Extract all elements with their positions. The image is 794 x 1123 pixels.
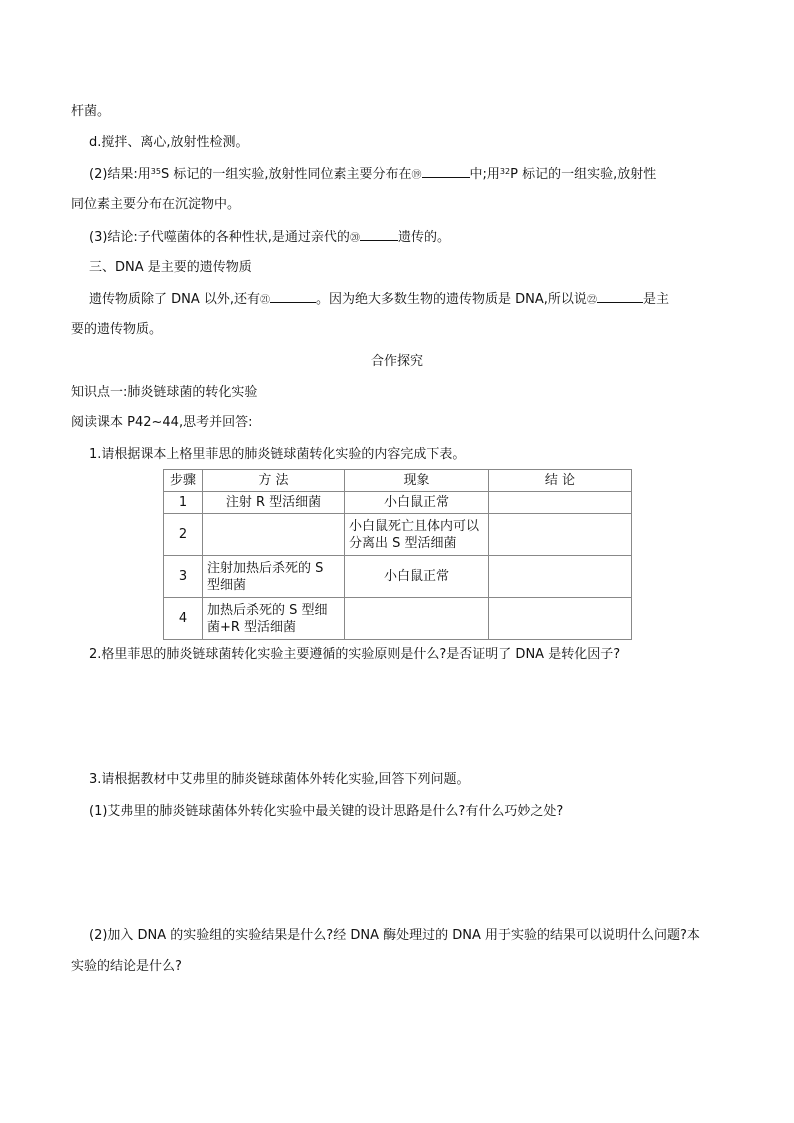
table-cell-conclusion[interactable] bbox=[489, 598, 632, 640]
table-cell-conclusion[interactable] bbox=[489, 514, 632, 556]
table-header-row bbox=[164, 470, 632, 492]
question-2: 2.格里菲思的肺炎链球菌转化实验主要遵循的实验原则是什么?是否证明了 DNA 是转化因子? bbox=[89, 647, 621, 662]
blank-number: ⑳ bbox=[349, 233, 360, 244]
answer-blank[interactable] bbox=[360, 228, 398, 241]
table-row bbox=[164, 598, 632, 640]
text: P 标记的一组实验,放射性 bbox=[510, 167, 657, 182]
text-line: 同位素主要分布在沉淀物中。 bbox=[71, 197, 241, 212]
text-line: 杆菌。 bbox=[71, 104, 111, 119]
text: 。因为绝大多数生物的遗传物质是 DNA,所以说 bbox=[316, 292, 587, 307]
text: (3)结论:子代噬菌体的各种性状,是通过亲代的 bbox=[89, 230, 350, 245]
text: 是主 bbox=[642, 292, 669, 307]
table-cell-method[interactable] bbox=[203, 514, 345, 556]
conclusion-line bbox=[89, 228, 450, 248]
superscript: 35 bbox=[150, 167, 161, 176]
section-title: 合作探究 bbox=[370, 354, 423, 369]
question-3-2: (2)加入 DNA 的实验组的实验结果是什么?经 DNA 酶处理过的 DNA 用于实验的结果可以说明什么问题?本 bbox=[89, 928, 700, 943]
section-heading: 三、DNA 是主要的遗传物质 bbox=[89, 260, 252, 275]
table-cell-phenomenon: 小白鼠死亡且体内可以分离出 S 型活细菌 bbox=[345, 514, 489, 556]
table-cell-conclusion[interactable] bbox=[489, 556, 632, 598]
table-cell-phenomenon: 小白鼠正常 bbox=[345, 492, 489, 514]
question-3-2-cont: 实验的结论是什么? bbox=[71, 959, 182, 974]
text: 遗传的。 bbox=[397, 230, 450, 245]
table-cell-phenomenon[interactable] bbox=[345, 598, 489, 640]
text-line: d.搅拌、离心,放射性检测。 bbox=[89, 135, 249, 150]
table-cell-step: 4 bbox=[164, 598, 203, 640]
table-header: 结 论 bbox=[489, 470, 632, 492]
answer-blank[interactable] bbox=[422, 165, 470, 178]
experiment-table bbox=[163, 469, 632, 640]
text: (2)结果:用 bbox=[89, 167, 151, 182]
table-cell-step: 1 bbox=[164, 492, 203, 514]
answer-blank[interactable] bbox=[597, 290, 643, 303]
knowledge-point-title: 知识点一:肺炎链球菌的转化实验 bbox=[71, 385, 258, 400]
question-1: 1.请根据课本上格里菲思的肺炎链球菌转化实验的内容完成下表。 bbox=[89, 447, 466, 462]
blank-number: ⑲ bbox=[411, 170, 422, 181]
table-cell-method: 加热后杀死的 S 型细菌+R 型活细菌 bbox=[203, 598, 345, 640]
table-cell-step: 2 bbox=[164, 514, 203, 556]
table-row bbox=[164, 514, 632, 556]
superscript: 32 bbox=[499, 167, 511, 176]
text: S 标记的一组实验,放射性同位素主要分布在 bbox=[160, 167, 412, 182]
table-header: 方 法 bbox=[203, 470, 345, 492]
table-cell-conclusion[interactable] bbox=[489, 492, 632, 514]
question-3: 3.请根据教材中艾弗里的肺炎链球菌体外转化实验,回答下列问题。 bbox=[89, 772, 470, 787]
answer-blank[interactable] bbox=[270, 290, 316, 303]
table-row bbox=[164, 492, 632, 514]
text-line: 阅读课本 P42~44,思考并回答: bbox=[71, 415, 253, 430]
table-cell-method: 注射加热后杀死的 S 型细菌 bbox=[203, 556, 345, 598]
table-cell-method: 注射 R 型活细菌 bbox=[203, 492, 345, 514]
result-line bbox=[89, 165, 656, 185]
text: 遗传物质除了 DNA 以外,还有 bbox=[89, 292, 261, 307]
table-row bbox=[164, 556, 632, 598]
question-3-1: (1)艾弗里的肺炎链球菌体外转化实验中最关键的设计思路是什么?有什么巧妙之处? bbox=[89, 804, 564, 819]
text-line: 要的遗传物质。 bbox=[71, 322, 163, 337]
text-line bbox=[89, 290, 669, 310]
table-cell-phenomenon: 小白鼠正常 bbox=[345, 556, 489, 598]
table-cell-step: 3 bbox=[164, 556, 203, 598]
blank-number: ㉒ bbox=[586, 295, 597, 306]
table-header: 步骤 bbox=[164, 470, 203, 492]
blank-number: ㉑ bbox=[260, 295, 271, 306]
table-header: 现象 bbox=[345, 470, 489, 492]
text: 中;用 bbox=[469, 167, 500, 182]
